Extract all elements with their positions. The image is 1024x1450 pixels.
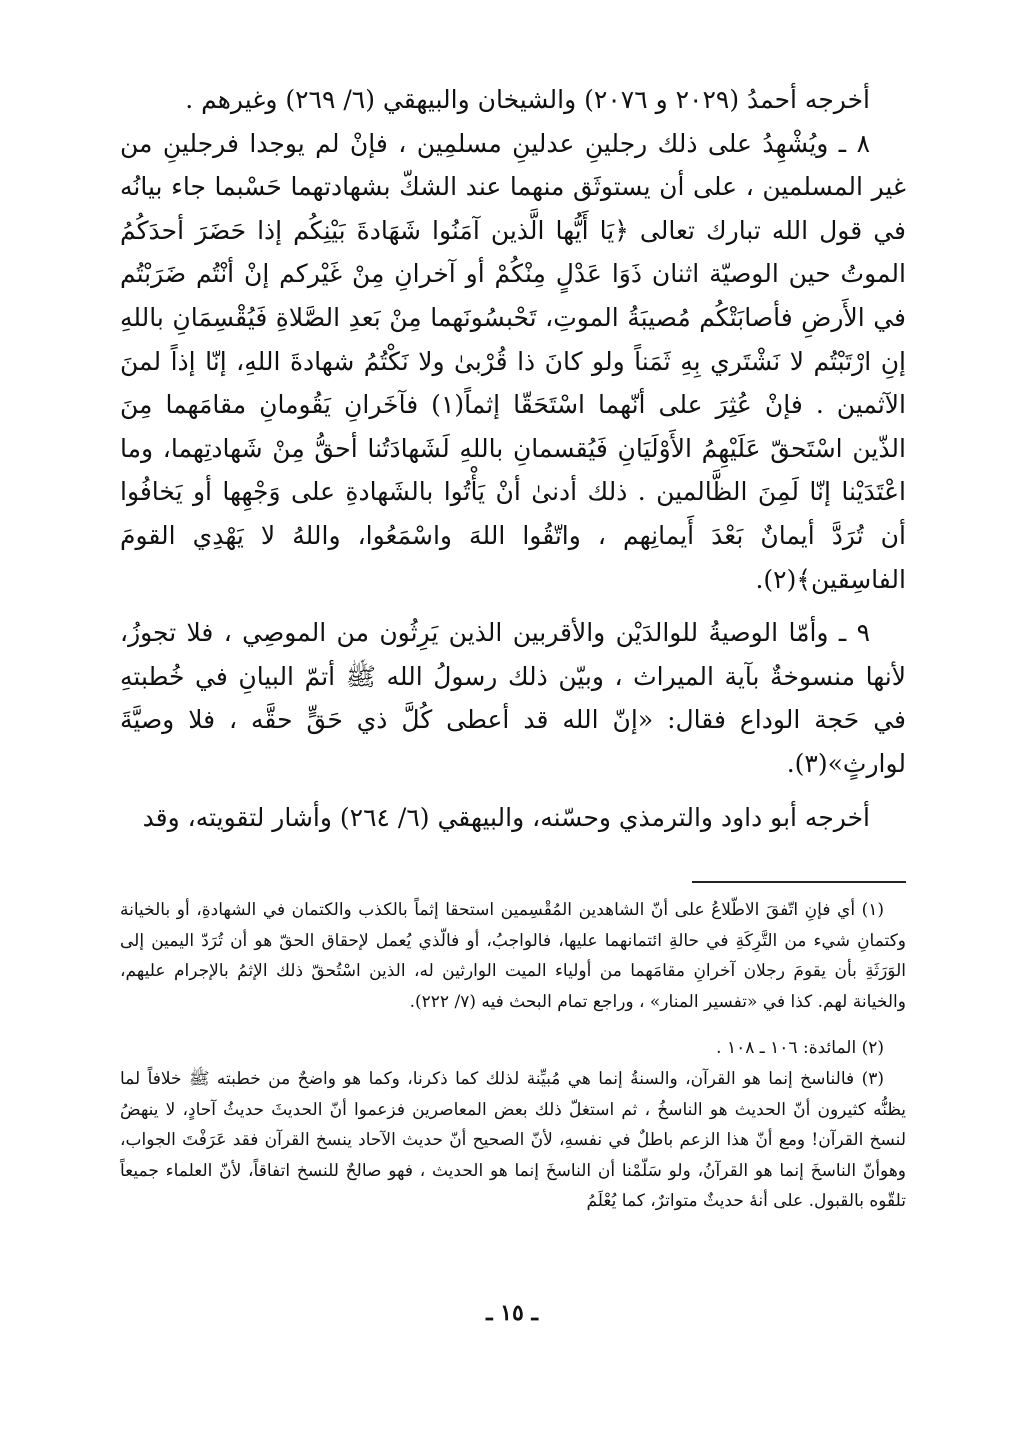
footnote-separator bbox=[692, 881, 906, 883]
footnote-3: (٣) فالناسخ إنما هو القرآن، والسنةُ إنما هي مُبيِّنة لذلك كما ذكرنا، وكما هو واضحٌ من خطبته ﷺ خلافاً لما يظنُّه كثيرون أنّ الحديث هو الناسخُ ، ثم استغلّ ذلك بعض المعاصرين فزعموا أنّ الحديثَ حديثُ آحادٍ، لا ينهضُ لنسخ القرآن! ومع أنّ هذا الزعم باطلٌ في نفسهِ، لأنّ الصحيح أنّ حديث الآحاد ينسخ القرآن فقد عَرَفْتَ الجواب، وهوأنّ الناسخَ إنما هو القرآنُ، ولو سَلّمْنا أن الناسخَ إنما هو الحديث ، فهو صالحٌ للنسخ اتفاقاً، لأنّ العلماء جميعاً تلقّوه بالقبول. على أنهٔ حديثٌ متواترٌ، كما يُعْلَمُ bbox=[120, 1068, 906, 1212]
footnote-1: (١) أي فإنِ اتّفقَ الاطّلاعُ على أنّ الشاهدين المُقْسِمين استحقا إثماً بالكذب والكتمان في الشهادةِ، أو بالخيانة وكتمانِ شيء من التَّرِكَةِ في حالةِ ائتمانهما عليها، فالواجبُ، أو فالّذي يُعمل لإحقاق الحقّ هو أن تُرَدّ اليمين إلى الوَرَثَةِ بأن يقومَ رجلان آخرانِ مقامَهما من أولياء الميت الوارثين له، الذين اسْتُحقّ ذلك الإثمُ بالإجرام عليهم، والخيانة لهم. كذا في «تفسير المنار» ، وراجع تمام البحث فيه (٧/ ٢٢٢). bbox=[120, 900, 906, 1012]
paragraph-hadith-reference: أخرجه أحمدُ (٢٠٢٩ و ٢٠٧٦) والشيخان والبيهقي (٦/ ٢٦٩) وغيرهم . bbox=[185, 85, 870, 114]
main-text bbox=[120, 78, 906, 839]
paragraph-takhrij: أخرجه أبو داود والترمذي وحسّنه، والبيهقي (٦/ ٢٦٤) وأشار لتقويته، وقد bbox=[142, 802, 870, 832]
footnote-2: (٢) المائدة: ١٠٦ ـ ١٠٨ . bbox=[716, 1038, 884, 1059]
paragraph-item-9: ٩ ـ وأمّا الوصيةُ للوالدَيْن والأقربين الذين يَرِثُون من الموصِي ، فلا تجوزُ، لأنها منسوخةٌ بآية الميراث ، وبيّن ذلك رسولُ الله ﷺ أتمّ البيانِ في خُطبتهِ في حَجة الوداع فقال: «إنّ الله قد أعطى كُلَّ ذي حَقٍّ حقَّه ، فلا وصيَّةَ لوارثٍ»(٣). bbox=[120, 618, 906, 778]
footnotes bbox=[120, 895, 906, 1217]
paragraph-item-8: ٨ ـ ويُشْهِدُ على ذلك رجلينِ عدلينِ مسلمِين ، فإنْ لم يوجدا فرجلينِ من غير المسلمين ، على أن يستوثَق منهما عند الشكّ بشهادتهما حَسْبما جاء بيانُه في قول الله تبارك تعالى ﴿يَا أَيُّها الَّذين آمَنُوا شَهَادةَ بَيْنِكُم إذا حَضَرَ أحدَكُمُ الموتُ حين الوصيّة اثنان ذَوَا عَدْلٍ مِنْكُمْ أو آخرانِ مِنْ غَيْركم إنْ أنْتُم ضَرَبْتُم في الأَرضِ فأصابَتْكُم مُصيبَةُ الموتِ، تَحْبسُونَهما مِنْ بَعدِ الصَّلاةِ فَيُقْسِمَانِ باللهِ إنِ ارْتَبْتُم لا نَشْتَري بِهِ ثَمَناً ولو كانَ ذا قُرْبىٰ ولا نَكْتُمُ شهادةَ اللهِ، إنّا إذاً لمنَ الآثمين . فإنْ عُثِرَ على أنّهما اسْتَحَقّا إثماً(١) فآخَرانِ يَقُومانِ مقامَهما مِنَ الذّين اسْتَحقّ عَلَيْهِمُ الأَوْلَيَانِ فَيُقسمانِ باللهِ لَشَهادَتُنا أحقُّ مِنْ شَهادتِهما، وما اعْتَدَيْنا إنّا لَمِنَ الظَّالمين . ذلك أدنىٰ أنْ يَأْتُوا بالشَهادةِ على وَجْهِها أو يَخافُوا أن تُرَدَّ أيمانٌ بَعْدَ أَيمانِهم ، واتّقُوا اللهَ واسْمَعُوا، واللهُ لا يَهْدِي القومَ الفاسِقين﴾(٢). bbox=[120, 128, 906, 594]
page-number: ـ ١٥ ـ bbox=[486, 1300, 538, 1326]
